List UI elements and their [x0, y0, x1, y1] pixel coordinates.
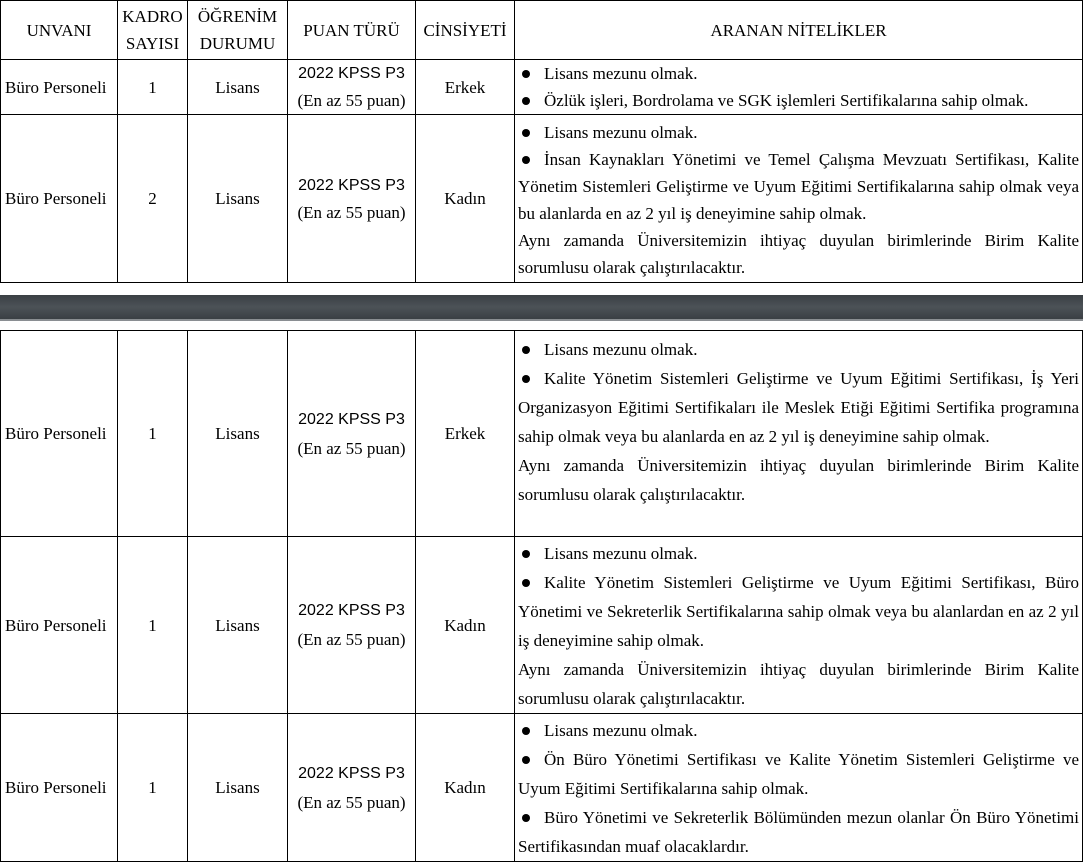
row-quals — [515, 331, 1083, 537]
table-row — [1, 60, 1083, 115]
table-row — [1, 537, 1083, 714]
row-title: Büro Personeli — [1, 714, 118, 862]
row-quals — [515, 115, 1083, 283]
header-puan: PUAN TÜRÜ — [288, 1, 416, 60]
row-education: Lisans — [188, 115, 288, 283]
qual-item: İnsan Kaynakları Yönetimi ve Temel Çalışma Mevzuatı Sertifikası, Kalite Yönetim Sistemleri Geliştirme ve Uyum Eğitimi Sertifikalarına sahip olmak veya bu alanlarda en az 2 yıl iş deneyimine sahip olmak. — [518, 150, 1079, 223]
row-title: Büro Personeli — [1, 115, 118, 283]
header-ogrenim — [188, 1, 288, 60]
row-quals — [515, 60, 1083, 115]
row-score — [288, 60, 416, 115]
row-education: Lisans — [188, 714, 288, 862]
row-score — [288, 331, 416, 537]
header-nitelikler: ARANAN NİTELİKLER — [515, 1, 1083, 60]
row-quals — [515, 537, 1083, 714]
qual-item: Özlük işleri, Bordrolama ve SGK işlemleri Sertifikalarına sahip olmak. — [518, 87, 1079, 114]
row-title: Büro Personeli — [1, 60, 118, 115]
bullet-icon — [522, 70, 530, 78]
row-education: Lisans — [188, 60, 288, 115]
row-count: 1 — [118, 537, 188, 714]
header-kadro-line1: KADRO — [122, 7, 183, 26]
qual-note: Aynı zamanda Üniversitemizin ihtiyaç duyulan birimlerinde Birim Kalite sorumlusu olarak çalıştırılacaktır. — [518, 231, 1079, 277]
row-score-exam: 2022 KPSS P3 — [298, 410, 405, 428]
row-score-exam: 2022 KPSS P3 — [298, 764, 405, 782]
qual-item: Lisans mezunu olmak. — [518, 716, 1079, 745]
row-score-min: (En az 55 puan) — [297, 91, 406, 110]
bullet-icon — [522, 814, 530, 822]
row-score-exam: 2022 KPSS P3 — [298, 602, 405, 619]
row-gender: Kadın — [416, 537, 515, 714]
bullet-icon — [522, 156, 530, 164]
positions-table-top — [0, 0, 1083, 283]
bullet-icon — [522, 579, 530, 587]
qual-item: Ön Büro Yönetimi Sertifikası ve Kalite Yönetim Sistemleri Geliştirme ve Uyum Eğitimi Sertifikalarına sahip olmak. — [518, 750, 1079, 798]
header-cinsiyet: CİNSİYETİ — [416, 1, 515, 60]
row-score-min: (En az 55 puan) — [297, 202, 406, 222]
header-ogrenim-line1: ÖĞRENİM — [197, 7, 278, 26]
header-unvani: UNVANI — [1, 1, 118, 60]
bullet-icon — [522, 97, 530, 105]
row-count: 1 — [118, 714, 188, 862]
qual-item: Büro Yönetimi ve Sekreterlik Bölümünden mezun olanlar Ön Büro Yönetimi Sertifikasından muaf olacaklardır. — [518, 808, 1079, 856]
bullet-icon — [522, 129, 530, 137]
section-divider — [0, 295, 1083, 319]
row-gender: Erkek — [416, 331, 515, 537]
row-education: Lisans — [188, 537, 288, 714]
bullet-icon — [522, 346, 530, 354]
qual-note: Aynı zamanda Üniversitemizin ihtiyaç duyulan birimlerinde Birim Kalite sorumlusu olarak çalıştırılacaktır. — [518, 456, 1079, 504]
row-score — [288, 115, 416, 283]
row-score-exam: 2022 KPSS P3 — [298, 65, 405, 82]
row-score — [288, 714, 416, 862]
qual-item: Kalite Yönetim Sistemleri Geliştirme ve Uyum Eğitimi Sertifikası, Büro Yönetimi ve Sekreterlik Sertifikalarına sahip olmak veya bu alanlardan en az 2 yıl iş deneyimine sahip olmak. — [518, 573, 1079, 650]
header-row — [1, 1, 1083, 60]
table-row — [1, 115, 1083, 283]
row-count: 2 — [118, 115, 188, 283]
row-gender: Kadın — [416, 115, 515, 283]
table-row — [1, 714, 1083, 862]
row-gender: Kadın — [416, 714, 515, 862]
row-education: Lisans — [188, 331, 288, 537]
header-kadro — [118, 1, 188, 60]
table-row — [1, 331, 1083, 537]
bullet-icon — [522, 756, 530, 764]
bullet-icon — [522, 550, 530, 558]
row-score — [288, 537, 416, 714]
row-count: 1 — [118, 60, 188, 115]
row-title: Büro Personeli — [1, 537, 118, 714]
header-kadro-line2: SAYISI — [125, 34, 180, 53]
section-divider-edge — [0, 319, 1083, 321]
bullet-icon — [522, 375, 530, 383]
qual-item: Lisans mezunu olmak. — [518, 539, 1079, 568]
row-score-min: (En az 55 puan) — [297, 630, 406, 649]
qual-item: Kalite Yönetim Sistemleri Geliştirme ve Uyum Eğitimi Sertifikası, İş Yeri Organizasyon Eğitimi Sertifikaları ile Meslek Etiği Eğitimi Sertifika programına sahip olmak veya bu alanlarda en az 2 yıl iş deneyimine sahip olmak. — [518, 369, 1079, 446]
row-score-min: (En az 55 puan) — [297, 438, 406, 458]
qual-item: Lisans mezunu olmak. — [518, 60, 1079, 87]
header-ogrenim-line2: DURUMU — [199, 34, 276, 53]
row-title: Büro Personeli — [1, 331, 118, 537]
row-gender: Erkek — [416, 60, 515, 115]
qual-note: Aynı zamanda Üniversitemizin ihtiyaç duyulan birimlerinde Birim Kalite sorumlusu olarak çalıştırılacaktır. — [518, 660, 1079, 708]
positions-table-bottom — [0, 330, 1083, 862]
row-score-exam: 2022 KPSS P3 — [298, 176, 405, 194]
row-quals — [515, 714, 1083, 862]
row-score-min: (En az 55 puan) — [297, 792, 406, 812]
qual-item: Lisans mezunu olmak. — [518, 119, 1079, 146]
bullet-icon — [522, 727, 530, 735]
row-count: 1 — [118, 331, 188, 537]
qual-item: Lisans mezunu olmak. — [518, 335, 1079, 364]
